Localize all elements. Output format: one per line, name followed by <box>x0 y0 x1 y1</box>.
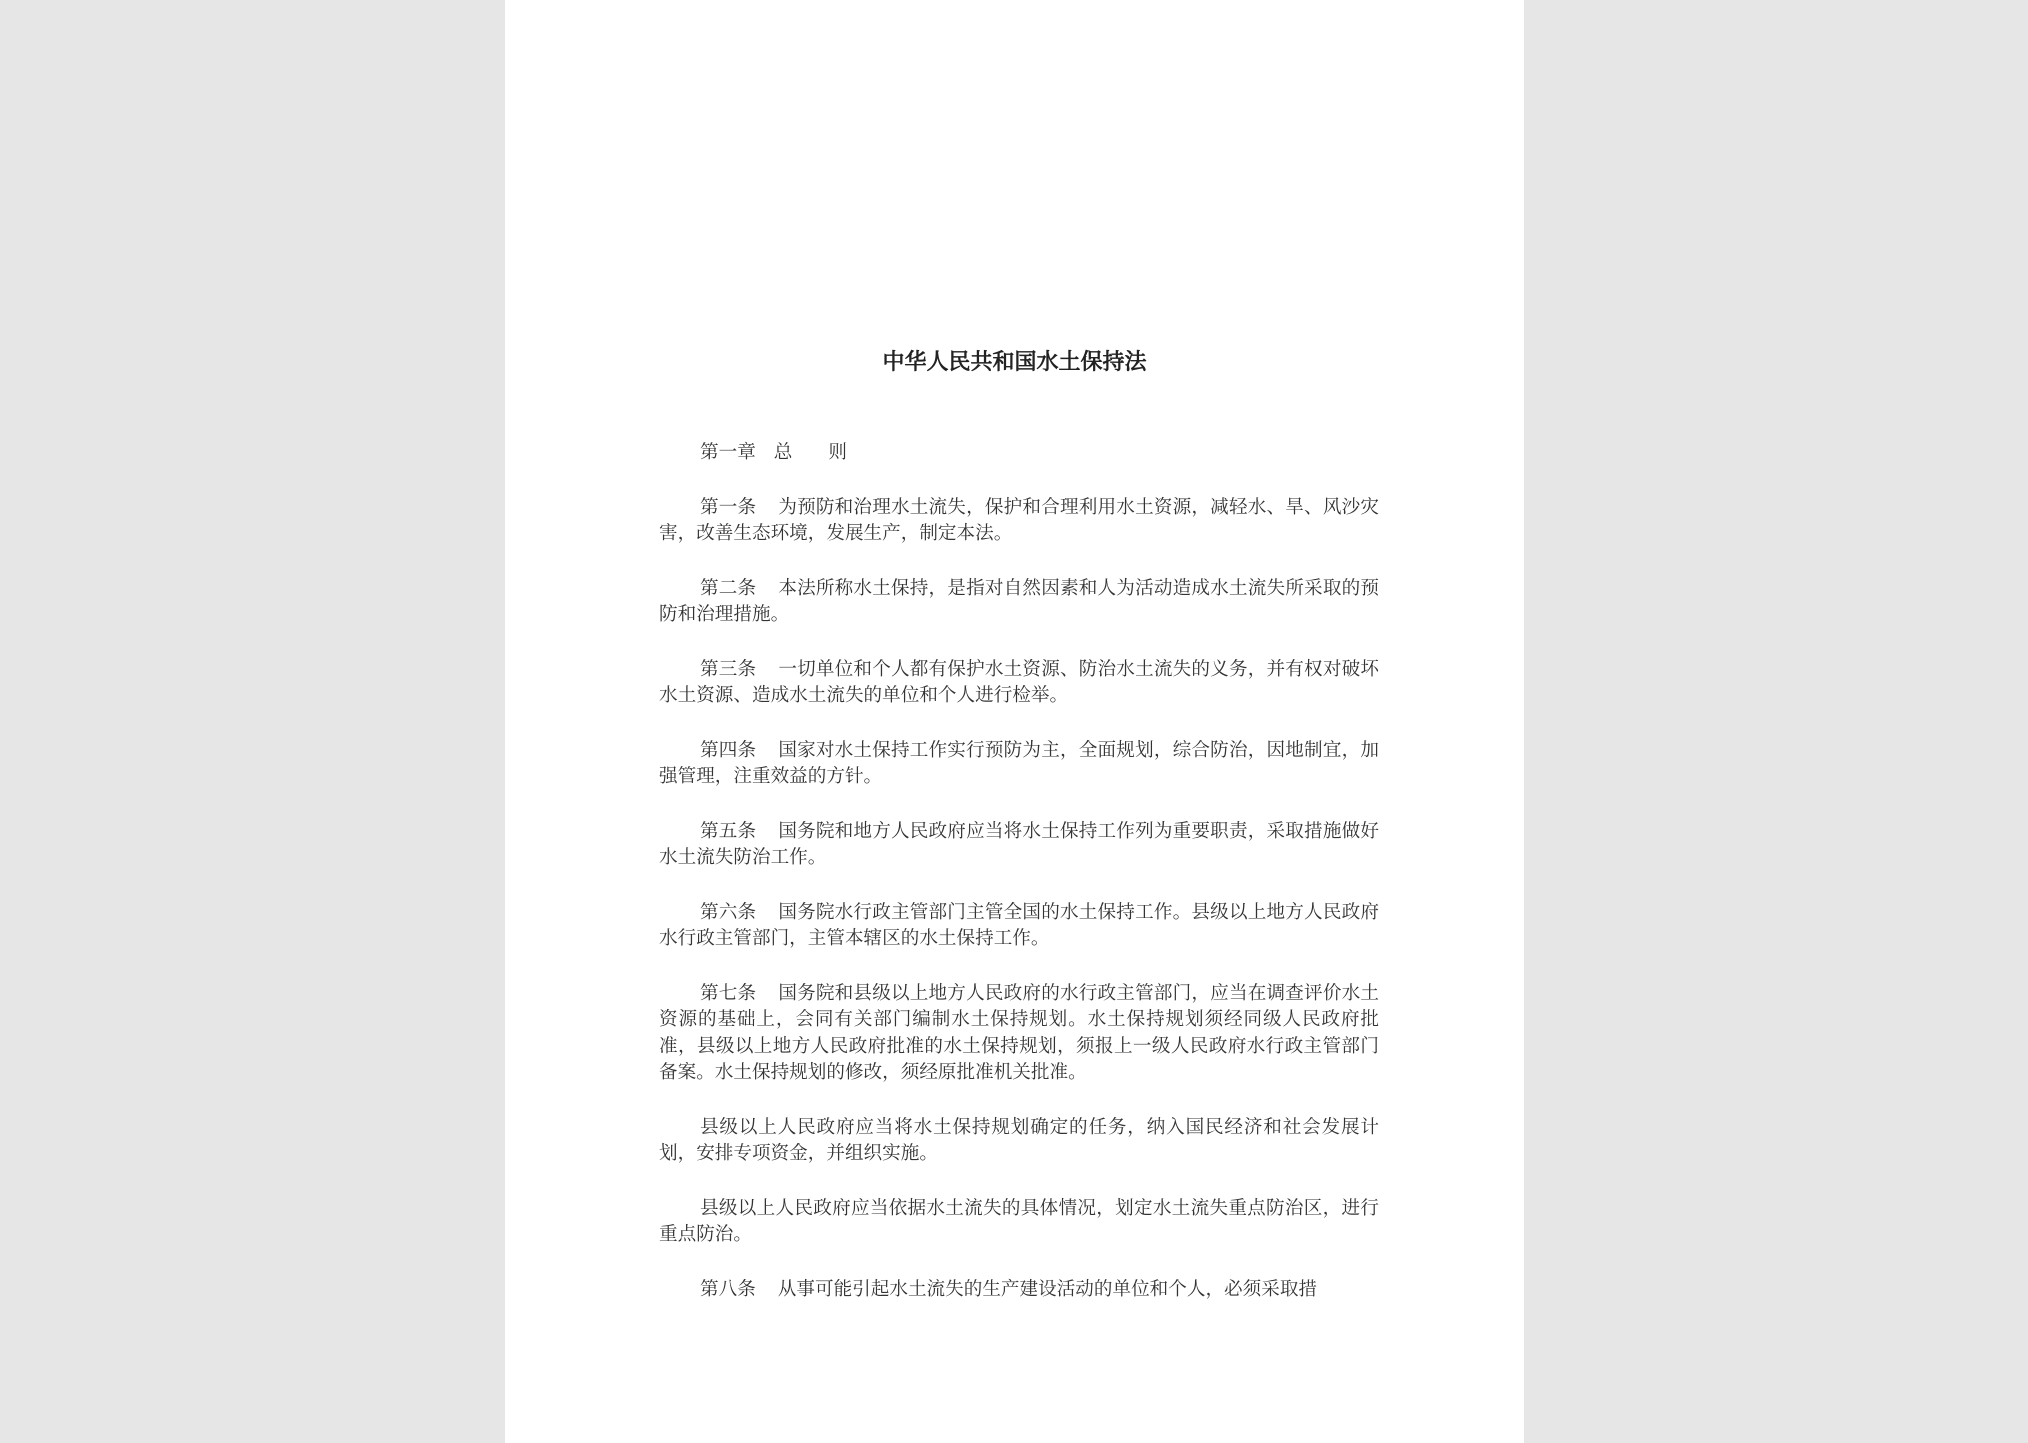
article-number: 第四条 <box>700 739 757 761</box>
article-7 <box>659 981 1379 1087</box>
document-body <box>659 440 1379 1331</box>
article-number: 第二条 <box>700 577 757 599</box>
article-4 <box>659 738 1379 791</box>
article-number: 第三条 <box>700 658 757 680</box>
article-1 <box>659 495 1379 548</box>
article-number: 第一条 <box>700 496 757 518</box>
article-text: 县级以上人民政府应当将水土保持规划确定的任务，纳入国民经济和社会发展计划，安排专项资金，并组织实施。 <box>659 1116 1379 1164</box>
document-title: 中华人民共和国水土保持法 <box>882 349 1147 375</box>
article-number: 第七条 <box>700 982 757 1004</box>
article-text: 国家对水土保持工作实行预防为主，全面规划，综合防治，因地制宜，加强管理，注重效益的方针。 <box>659 739 1379 787</box>
article-5 <box>659 819 1379 872</box>
article-text: 一切单位和个人都有保护水土资源、防治水土流失的义务，并有权对破坏水土资源、造成水土流失的单位和个人进行检举。 <box>659 658 1379 706</box>
article-text: 国务院和地方人民政府应当将水土保持工作列为重要职责，采取措施做好水土流失防治工作。 <box>659 820 1379 868</box>
document-page <box>505 0 1524 1443</box>
article-number: 第六条 <box>700 901 757 923</box>
article-text: 为预防和治理水土流失，保护和合理利用水土资源，减轻水、旱、风沙灾害，改善生态环境，发展生产，制定本法。 <box>659 496 1379 544</box>
article-text: 国务院水行政主管部门主管全国的水土保持工作。县级以上地方人民政府水行政主管部门，主管本辖区的水土保持工作。 <box>659 901 1379 949</box>
chapter-name-part-1: 总 <box>773 442 793 463</box>
chapter-name-part-2: 则 <box>828 442 848 463</box>
chapter-heading <box>659 440 1379 467</box>
chapter-number: 第一章 <box>700 442 756 463</box>
article-6 <box>659 900 1379 953</box>
article-7-paragraph-3 <box>659 1196 1379 1249</box>
article-text: 本法所称水土保持，是指对自然因素和人为活动造成水土流失所采取的预防和治理措施。 <box>659 577 1379 625</box>
article-3 <box>659 657 1379 710</box>
article-2 <box>659 576 1379 629</box>
article-number: 第八条 <box>700 1278 756 1300</box>
article-text: 县级以上人民政府应当依据水土流失的具体情况，划定水土流失重点防治区，进行重点防治。 <box>659 1197 1379 1245</box>
article-number: 第五条 <box>700 820 757 842</box>
article-text: 国务院和县级以上地方人民政府的水行政主管部门，应当在调查评价水土资源的基础上，会同有关部门编制水土保持规划。水土保持规划须经同级人民政府批准，县级以上地方人民政府批准的水土保持规划，须报上一级人民政府水行政主管部门备案。水土保持规划的修改，须经原批准机关批准。 <box>659 982 1379 1083</box>
article-text: 从事可能引起水土流失的生产建设活动的单位和个人，必须采取措 <box>777 1278 1318 1300</box>
article-8 <box>659 1277 1379 1304</box>
article-7-paragraph-2 <box>659 1115 1379 1168</box>
